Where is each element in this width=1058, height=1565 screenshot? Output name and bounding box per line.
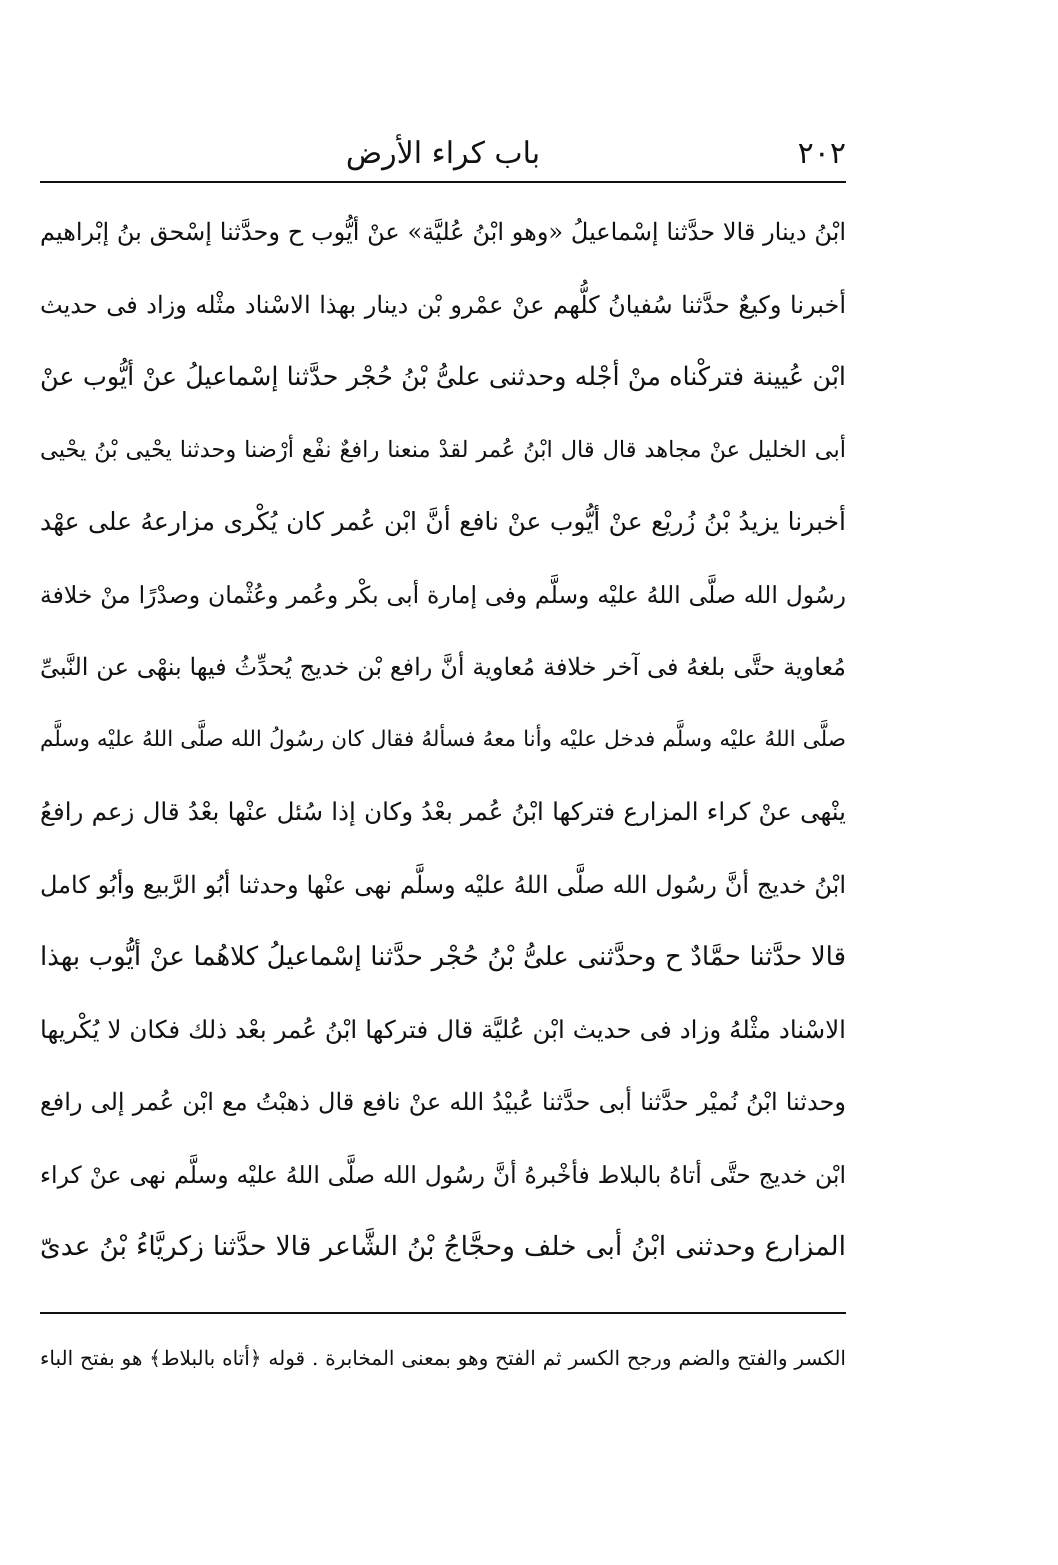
header-divider	[40, 181, 846, 183]
text-line: أبى الخليل عنْ مجاهد قال قال ابْنُ عُمر لقدْ منعنا رافعٌ نفْع أرْضنا وحدثنا يحْيى بْنُ يحْيى	[40, 436, 846, 463]
text-line: مُعاوية حتَّى بلغهُ فى آخر خلافة مُعاوية أنَّ رافع بْن خديج يُحدِّثُ فيها بنهْى عن النَّبىِّ	[40, 653, 846, 681]
text-line: ابْن عُيينة فتركْناه منْ أجْله وحدثنى علىُّ بْنُ حُجْر حدَّثنا إسْماعيلُ عنْ أيُّوب عنْ	[40, 362, 846, 392]
page-number: ٢٠٢	[797, 136, 846, 171]
text-line: قالا حدَّثنا حمَّادٌ ح وحدَّثنى علىُّ بْنُ حُجْر حدَّثنا إسْماعيلُ كلاهُما عنْ أيُّوب بهذا	[40, 942, 846, 972]
text-line: رسُول الله صلَّى اللهُ عليْه وسلَّم وفى إمارة أبى بكْر وعُمر وعُثْمان وصدْرًا منْ خلافة	[40, 580, 846, 609]
text-line: ابْنُ خديج أنَّ رسُول الله صلَّى اللهُ عليْه وسلَّم نهى عنْها وحدثنا أبُو الرَّبيع وأبُو كامل	[40, 870, 846, 899]
text-line: صلَّى اللهُ عليْه وسلَّم فدخل عليْه وأنا معهُ فسألهُ فقال كان رسُولُ الله صلَّى اللهُ عليْه وسلَّم	[40, 726, 846, 752]
text-line: الاسْناد مثْلهُ وزاد فى حديث ابْن عُليَّة قال فتركها ابْنُ عُمر بعْد ذلك فكان لا يُكْريها	[40, 1014, 846, 1044]
chapter-title: باب كراء الأرض	[345, 136, 541, 171]
footnote	[40, 1330, 846, 1386]
footnote-line: الكسر والفتح والضم ورجح الكسر ثم الفتح وهو بمعنى المخابرة . قوله ﴿أتاه بالبلاط﴾ هو بفتح الباء	[40, 1346, 846, 1370]
hadith-text	[40, 196, 846, 1284]
page-header	[40, 128, 846, 176]
footnote-divider	[40, 1312, 846, 1314]
text-line: ينْهى عنْ كراء المزارع فتركها ابْنُ عُمر بعْدُ وكان إذا سُئل عنْها بعْدُ قال زعم رافعُ	[40, 797, 846, 826]
text-line: وحدثنا ابْنُ نُميْر حدَّثنا أبى حدَّثنا عُبيْدُ الله عنْ نافع قال ذهبْتُ مع ابْن عُمر إلى رافع	[40, 1088, 846, 1116]
text-line: ابْنُ دينار قالا حدَّثنا إسْماعيلُ «وهو ابْنُ عُليَّة» عنْ أيُّوب ح وحدَّثنا إسْحق بنُ إبْراهيم	[40, 218, 846, 246]
text-line: المزارع وحدثنى ابْنُ أبى خلف وحجَّاجُ بْنُ الشَّاعر قالا حدَّثنا زكريَّاءُ بْنُ عدىّ	[40, 1231, 846, 1262]
text-line: ابْن خديج حتَّى أتاهُ بالبلاط فأخْبرهُ أنَّ رسُول الله صلَّى اللهُ عليْه وسلَّم نهى عنْ كراء	[40, 1160, 846, 1189]
text-line: أخبرنا وكيعٌ حدَّثنا سُفيانُ كلُّهم عنْ عمْرو بْن دينار بهذا الاسْناد مثْله وزاد فى حديث	[40, 290, 846, 319]
text-line: أخبرنا يزيدُ بْنُ زُريْع عنْ أيُّوب عنْ نافع أنَّ ابْن عُمر كان يُكْرى مزارعهُ على عهْد	[40, 507, 846, 536]
